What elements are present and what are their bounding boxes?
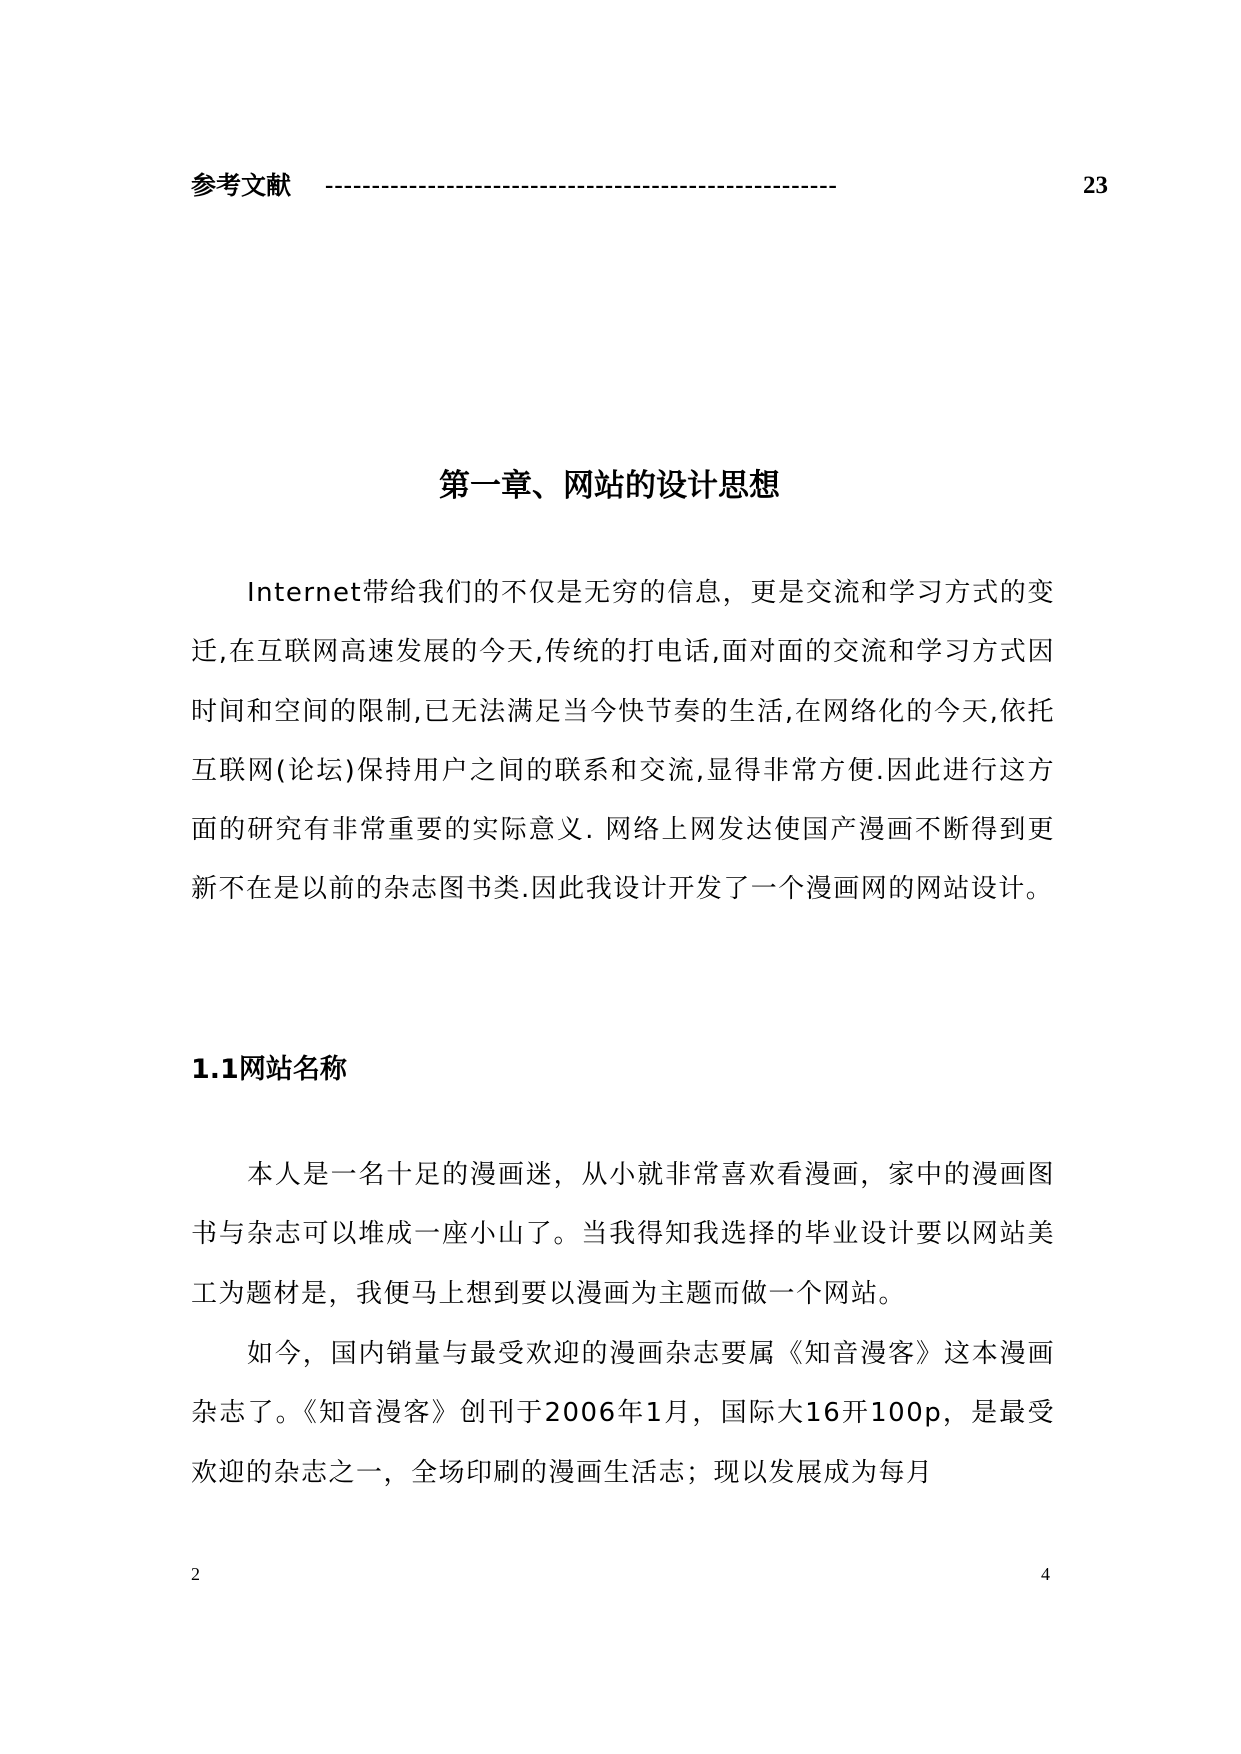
footer-left-page-number: 2 [191,1564,200,1584]
toc-page-number: 23 [1083,172,1108,199]
section-heading: 1.1网站名称 [191,1054,347,1085]
toc-entry-label: 参考文献 [191,171,292,200]
body-paragraph-motivation: 本人是一名十足的漫画迷，从小就非常喜欢看漫画，家中的漫画图书与杂志可以堆成一座小山了。当我得知我选择的毕业设计要以网站美工为题材是，我便马上想到要以漫画为主题而做一个网站。 [191,1160,1055,1309]
chapter-title: 第一章、网站的设计思想 [439,468,780,504]
body-paragraph-intro: Internet带给我们的不仅是无穷的信息，更是交流和学习方式的变迁,在互联网高速发展的今天,传统的打电话,面对面的交流和学习方式因时间和空间的限制,已无法满足当今快节奏的生活,在网络化的今天,依托互联网(论坛)保持用户之间的联系和交流,显得非常方便.因此进行这方面的研究有非常重要的实际意义. 网络上网发达使国产漫画不断得到更新不在是以前的杂志图书类.因此我设计开发了一个漫画网的网站设计。 [191,578,1055,905]
toc-dot-leader: ------------------------------------------------------- [325,172,838,199]
footer-right-page-number: 4 [1041,1564,1050,1584]
toc-entry-references [191,164,1108,208]
body-paragraph-magazine: 如今，国内销量与最受欢迎的漫画杂志要属《知音漫客》这本漫画杂志了。《知音漫客》创刊于2006年1月，国际大16开100p，是最受欢迎的杂志之一，全场印刷的漫画生活志；现以发展成为每月 [191,1339,1055,1488]
